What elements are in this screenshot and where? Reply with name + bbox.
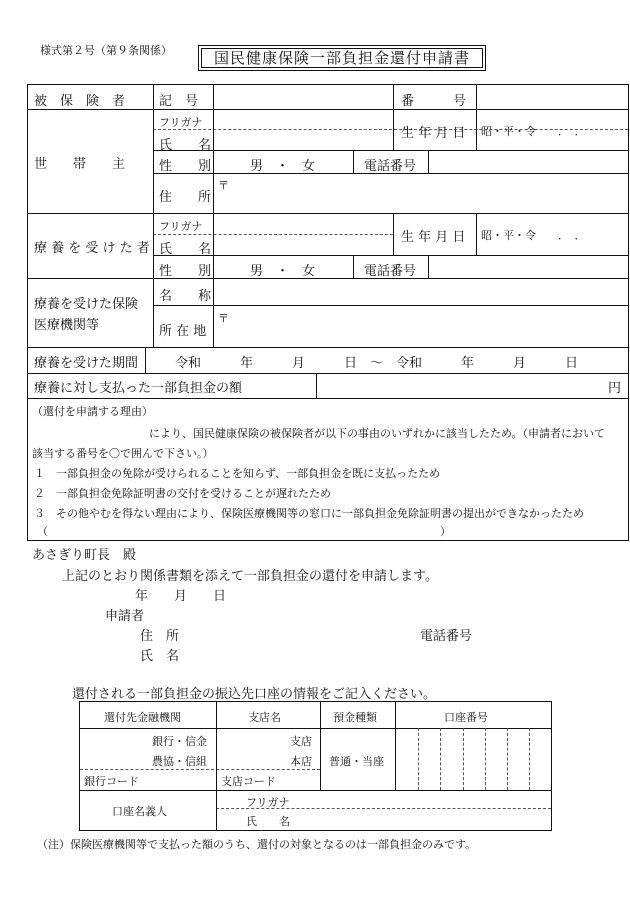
householder-label: 世 帯 主 xyxy=(34,157,126,172)
col-branch: 支店名 xyxy=(248,711,281,724)
bank-account-table xyxy=(79,701,552,831)
amount-label: 療養に対し支払った一部負担金の額 xyxy=(34,381,243,396)
bank-types-line1[interactable]: 銀行・信金 xyxy=(152,735,207,748)
reason-other-paren-open: （ xyxy=(37,525,48,538)
patient-birth-field[interactable]: 昭・平・令 ． ． xyxy=(481,229,586,242)
application-table xyxy=(27,84,629,541)
insured-label: 被 保 険 者 xyxy=(34,94,126,109)
institution-label-line2: 医療機関等 xyxy=(34,318,100,333)
householder-address-field[interactable] xyxy=(214,174,627,212)
account-number-field[interactable] xyxy=(396,729,550,789)
institution-name-label: 名 称 xyxy=(159,289,212,304)
addressee: あさぎり町長 殿 xyxy=(32,548,137,563)
patient-birth-label: 生 年 月 日 xyxy=(401,230,466,245)
reason-intro-line2: 該当する番号を〇で囲んで下さい。） xyxy=(32,447,214,460)
patient-furigana-label: フリガナ xyxy=(159,220,203,233)
reason-other-field[interactable] xyxy=(50,522,440,538)
householder-sex-field[interactable]: 男 ・ 女 xyxy=(250,159,316,174)
deposit-type[interactable]: 普通・当座 xyxy=(329,755,384,768)
reason-item-1[interactable]: １ 一部負担金の免除が受けられることを知らず、一部負担金を既に支払ったため xyxy=(34,467,441,480)
patient-sex-field[interactable]: 男 ・ 女 xyxy=(250,264,316,279)
footnote: （注）保険医療機関等で支払った額のうち、還付の対象となるのは一部負担金のみです。 xyxy=(37,838,477,851)
branch-suffix-1[interactable]: 支店 xyxy=(290,735,312,748)
reason-item-2[interactable]: ２ 一部負担金免除証明書の交付を受けることが遅れたため xyxy=(34,487,331,500)
kigo-label: 記 号 xyxy=(159,94,199,109)
period-field[interactable]: 令和 年 月 日 ～ 令和 年 月 日 xyxy=(175,356,579,371)
period-label: 療養を受けた期間 xyxy=(34,356,139,371)
householder-address-label: 住 所 xyxy=(159,190,212,205)
applicant-name-label: 氏 名 xyxy=(140,649,180,664)
holder-name-field[interactable] xyxy=(321,791,550,829)
institution-name-field[interactable] xyxy=(214,279,627,304)
patient-name-label: 氏 名 xyxy=(159,242,212,257)
institution-postal-mark: 〒 xyxy=(218,312,229,325)
amount-field[interactable] xyxy=(317,374,627,397)
form-number: 様式第２号（第９条関係） xyxy=(40,44,172,57)
col-account: 口座番号 xyxy=(444,711,488,724)
kigo-field[interactable] xyxy=(214,86,392,108)
reason-intro-line1: により、国民健康保険の被保険者が以下の事由のいずれかに該当したため。（申請者において xyxy=(149,427,606,440)
institution-label-line1: 療養を受けた保険 xyxy=(34,297,139,312)
patient-phone-field[interactable] xyxy=(429,256,627,277)
form-title xyxy=(198,45,486,71)
bango-label: 番 号 xyxy=(401,94,467,109)
branch-code-label: 支店コード xyxy=(221,775,276,788)
applicant-phone-label: 電話番号 xyxy=(420,629,473,644)
form-title-text: 国民健康保険一部負担金還付申請書 xyxy=(213,49,470,67)
reason-heading: （還付を申請する理由） xyxy=(32,405,153,418)
amount-unit: 円 xyxy=(608,381,622,396)
holder-name-label: 氏 名 xyxy=(246,815,290,828)
householder-phone-label: 電話番号 xyxy=(364,159,417,174)
applicant-address-label: 住 所 xyxy=(140,629,180,644)
applicant-label: 申請者 xyxy=(105,609,145,624)
institution-address-label: 所 在 地 xyxy=(159,324,207,339)
branch-suffix-2[interactable]: 本店 xyxy=(290,755,312,768)
institution-address-field[interactable] xyxy=(214,306,627,346)
holder-furigana-label: フリガナ xyxy=(246,796,290,809)
householder-phone-field[interactable] xyxy=(429,151,627,172)
householder-sex-label: 性 別 xyxy=(159,159,212,174)
reason-item-3[interactable]: ３ その他やむを得ない理由により、保険医療機関等の窓口に一部負担金免除証明書の提出ができなかったため xyxy=(34,507,584,520)
householder-birth-label: 生 年 月 日 xyxy=(401,126,466,141)
patient-label: 療 養 を 受 け た 者 xyxy=(34,241,150,256)
col-institution: 還付先金融機関 xyxy=(104,711,181,724)
householder-postal-mark: 〒 xyxy=(218,179,229,192)
householder-name-field[interactable] xyxy=(214,110,392,149)
householder-name-label: 氏 名 xyxy=(159,138,212,153)
bank-types-line2[interactable]: 農協・信組 xyxy=(152,755,207,768)
patient-name-field[interactable] xyxy=(214,214,392,254)
application-date[interactable]: 年 月 日 xyxy=(135,589,227,604)
reason-other-paren-close: ） xyxy=(440,525,451,538)
householder-furigana-label: フリガナ xyxy=(159,116,203,129)
householder-birth-field[interactable]: 昭・平・令 ． ． xyxy=(481,125,586,138)
application-statement: 上記のとおり関係書類を添えて一部負担金の還付を申請します。 xyxy=(62,569,438,584)
bank-intro: 還付される一部負担金の振込先口座の情報をご記入ください。 xyxy=(72,687,437,702)
bank-code-label: 銀行コード xyxy=(84,775,139,788)
col-type: 預金種類 xyxy=(333,711,377,724)
patient-phone-label: 電話番号 xyxy=(364,264,417,279)
patient-sex-label: 性 別 xyxy=(159,264,212,279)
account-holder-label: 口座名義人 xyxy=(112,805,167,818)
bango-field[interactable] xyxy=(477,86,627,108)
